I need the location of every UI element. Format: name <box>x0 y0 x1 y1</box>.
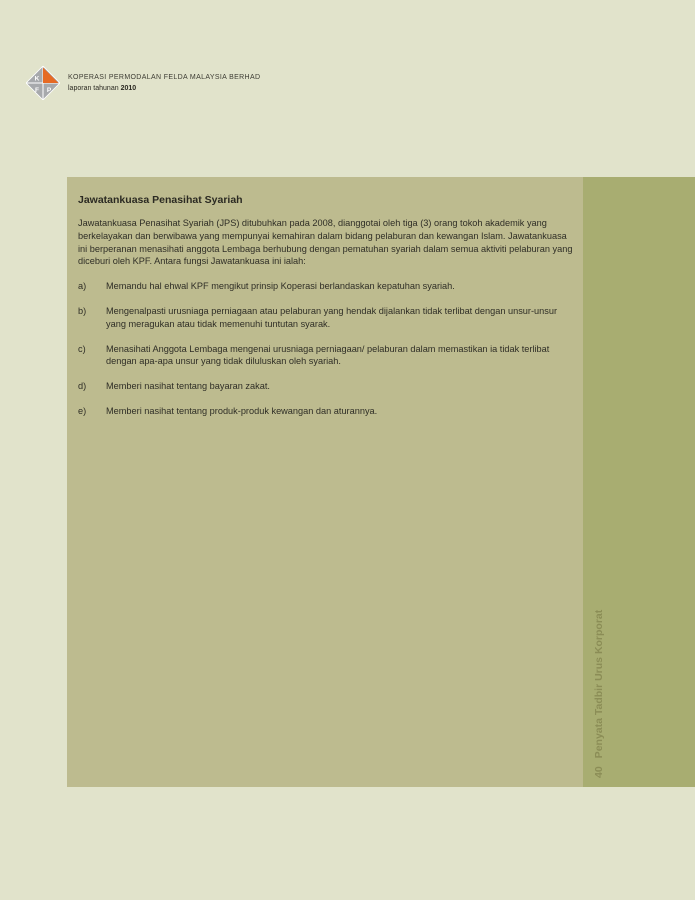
logo-letter-f: F <box>35 87 39 94</box>
side-section-label <box>591 568 607 778</box>
article-body <box>78 194 576 430</box>
section-title: Penyata Tadbir Urus Korporat <box>593 609 605 759</box>
report-year: 2010 <box>120 85 137 92</box>
side-label-svg <box>591 568 607 778</box>
list-marker: e) <box>78 405 87 416</box>
list-text: Memberi nasihat tentang bayaran zakat. <box>106 381 270 392</box>
side-label-text <box>593 609 605 778</box>
list-marker: c) <box>78 343 86 354</box>
report-title <box>68 85 136 92</box>
page-number: 40 <box>593 766 605 778</box>
list-marker: b) <box>78 305 87 316</box>
intro-paragraph: Jawatankuasa Penasihat Syariah (JPS) ditubuhkan pada 2008, dianggotai oleh tiga (3) orang tokoh akademik yang berkelayakan dan berwibawa yang mempunyai kemahiran dalam bidang pelaburan dan kewangan Islam. Jawatankuasa ini berperanan menasihati anggota Lembaga berhubung dengan pematuhan syariah dalam semua aktiviti pelaburan yang diceburi oleh KPF. Antara fungsi Jawatankuasa ini ialah: <box>78 218 573 267</box>
list-item <box>78 280 576 293</box>
section-heading: Jawatankuasa Penasihat Syariah <box>78 194 243 206</box>
list-item <box>78 380 576 393</box>
organization-name: KOPERASI PERMODALAN FELDA MALAYSIA BERHAD <box>68 74 261 81</box>
list-marker: d) <box>78 381 87 392</box>
logo-letter-k: K <box>34 75 40 83</box>
list-marker: a) <box>78 281 87 292</box>
list-text: Memberi nasihat tentang produk-produk kewangan dan aturannya. <box>106 405 378 416</box>
kpf-logo-icon <box>26 66 60 100</box>
list-text: Memandu hal ehwal KPF mengikut prinsip Koperasi berlandaskan kepatuhan syariah. <box>106 281 455 292</box>
logo-letter-p: P <box>46 87 52 94</box>
report-label: laporan tahunan <box>68 85 119 92</box>
list-text: Mengenalpasti urusniaga perniagaan atau pelaburan yang hendak dijalankan tidak terlibat dengan unsur-unsur yang meragukan atau tidak memenuhi tuntutan syarak. <box>106 305 558 329</box>
list-item <box>78 305 576 331</box>
list-item <box>78 343 576 369</box>
report-header <box>26 66 326 102</box>
list-item <box>78 405 576 418</box>
list-text: Menasihati Anggota Lembaga mengenai urusniaga perniagaan/ pelaburan dalam memastikan ia tidak terlibat dengan apa-apa unsur yang tidak diluluskan oleh syariah. <box>106 343 550 367</box>
function-list <box>78 280 576 418</box>
